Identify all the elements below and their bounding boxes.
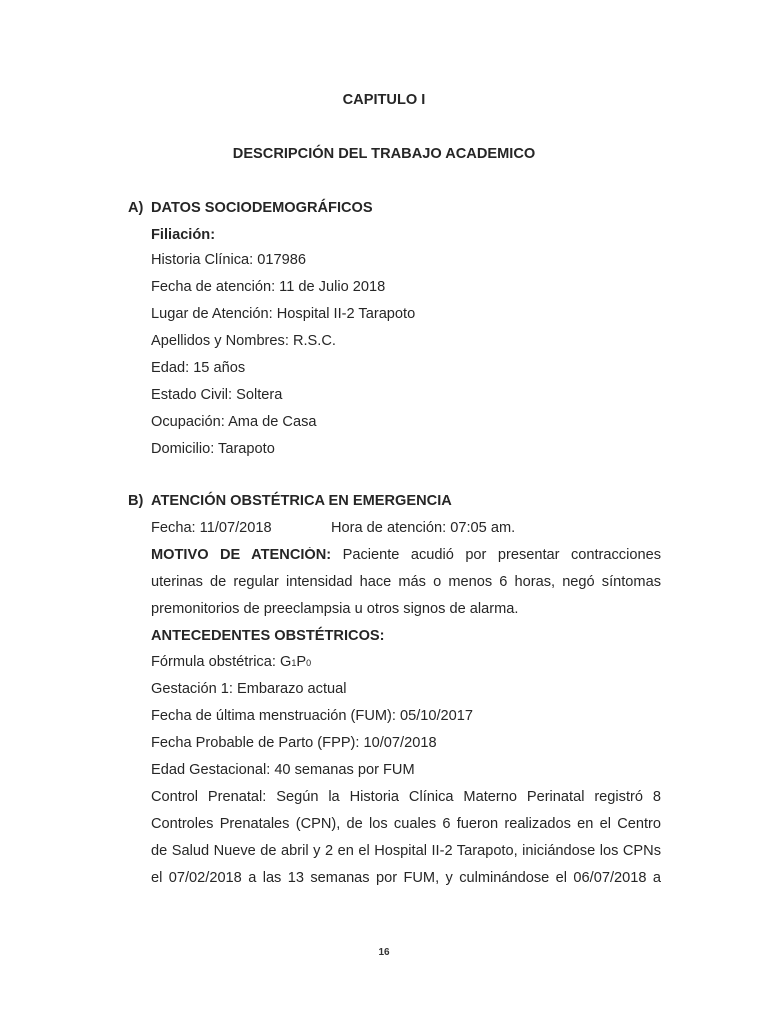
section-b-heading [128,493,452,509]
fpp-line: Fecha Probable de Parto (FPP): 10/07/2018 [151,735,437,751]
section-a-heading [128,200,373,216]
formula-p-subscript: 0 [306,658,312,668]
formula-p-letter: P [296,654,307,670]
document-title: DESCRIPCIÓN DEL TRABAJO ACADEMICO [232,146,536,162]
fum-line: Fecha de última menstruación (FUM): 05/10/2017 [151,708,474,724]
section-b-title: ATENCIÓN OBSTÉTRICA EN EMERGENCIA [151,493,452,509]
formula-g-subscript: 1 [291,658,297,668]
domicilio-line: Domicilio: Tarapoto [151,441,275,457]
control-prenatal-line-1: Control Prenatal: Según la Historia Clínica Materno Perinatal registró 8 [151,789,661,805]
ocupacion-line: Ocupación: Ama de Casa [151,414,317,430]
filiacion-subheading: Filiación: [151,227,216,243]
chapter-heading: CAPITULO I [342,92,426,108]
edad-line: Edad: 15 años [151,360,246,376]
lugar-atencion-line: Lugar de Atención: Hospital II-2 Tarapoto [151,306,416,322]
control-prenatal-line-2: Controles Prenatales (CPN), de los cuales 6 fueron realizados en el Centro [151,816,661,832]
motivo-line-2: uterinas de regular intensidad hace más o menos 6 horas, negó síntomas [151,574,661,590]
section-a-title: DATOS SOCIODEMOGRÁFICOS [151,200,373,216]
nombres-line: Apellidos y Nombres: R.S.C. [151,333,336,349]
page-number: 16 [378,947,390,958]
fecha-atencion-line: Fecha de atención: 11 de Julio 2018 [151,279,386,295]
section-b-letter: B) [128,493,144,509]
hora-atencion-line: Hora de atención: 07:05 am. [331,520,516,536]
motivo-line-1 [151,547,661,565]
motivo-line-3: premonitorios de preeclampsia u otros signos de alarma. [151,601,519,617]
control-prenatal-line-3: de Salud Nueve de abril y 2 en el Hospital II-2 Tarapoto, iniciándose los CPNs [151,843,661,859]
historia-clinica-line: Historia Clínica: 017986 [151,252,306,268]
estado-civil-line: Estado Civil: Soltera [151,387,283,403]
formula-prefix: Fórmula obstétrica: G [151,654,292,670]
section-a-letter: A) [128,200,144,216]
antecedentes-subheading: ANTECEDENTES OBSTÉTRICOS: [151,628,385,644]
edad-gestacional-line: Edad Gestacional: 40 semanas por FUM [151,762,415,778]
motivo-label: MOTIVO DE ATENCIÓN: [151,547,332,563]
formula-obstetrica-line [151,654,311,670]
fecha-line: Fecha: 11/07/2018 [151,520,272,536]
gestacion-line: Gestación 1: Embarazo actual [151,681,347,697]
control-prenatal-line-4: el 07/02/2018 a las 13 semanas por FUM, y culminándose el 06/07/2018 a [151,870,661,886]
motivo-text-1: Paciente acudió por presentar contracciones [342,547,661,563]
